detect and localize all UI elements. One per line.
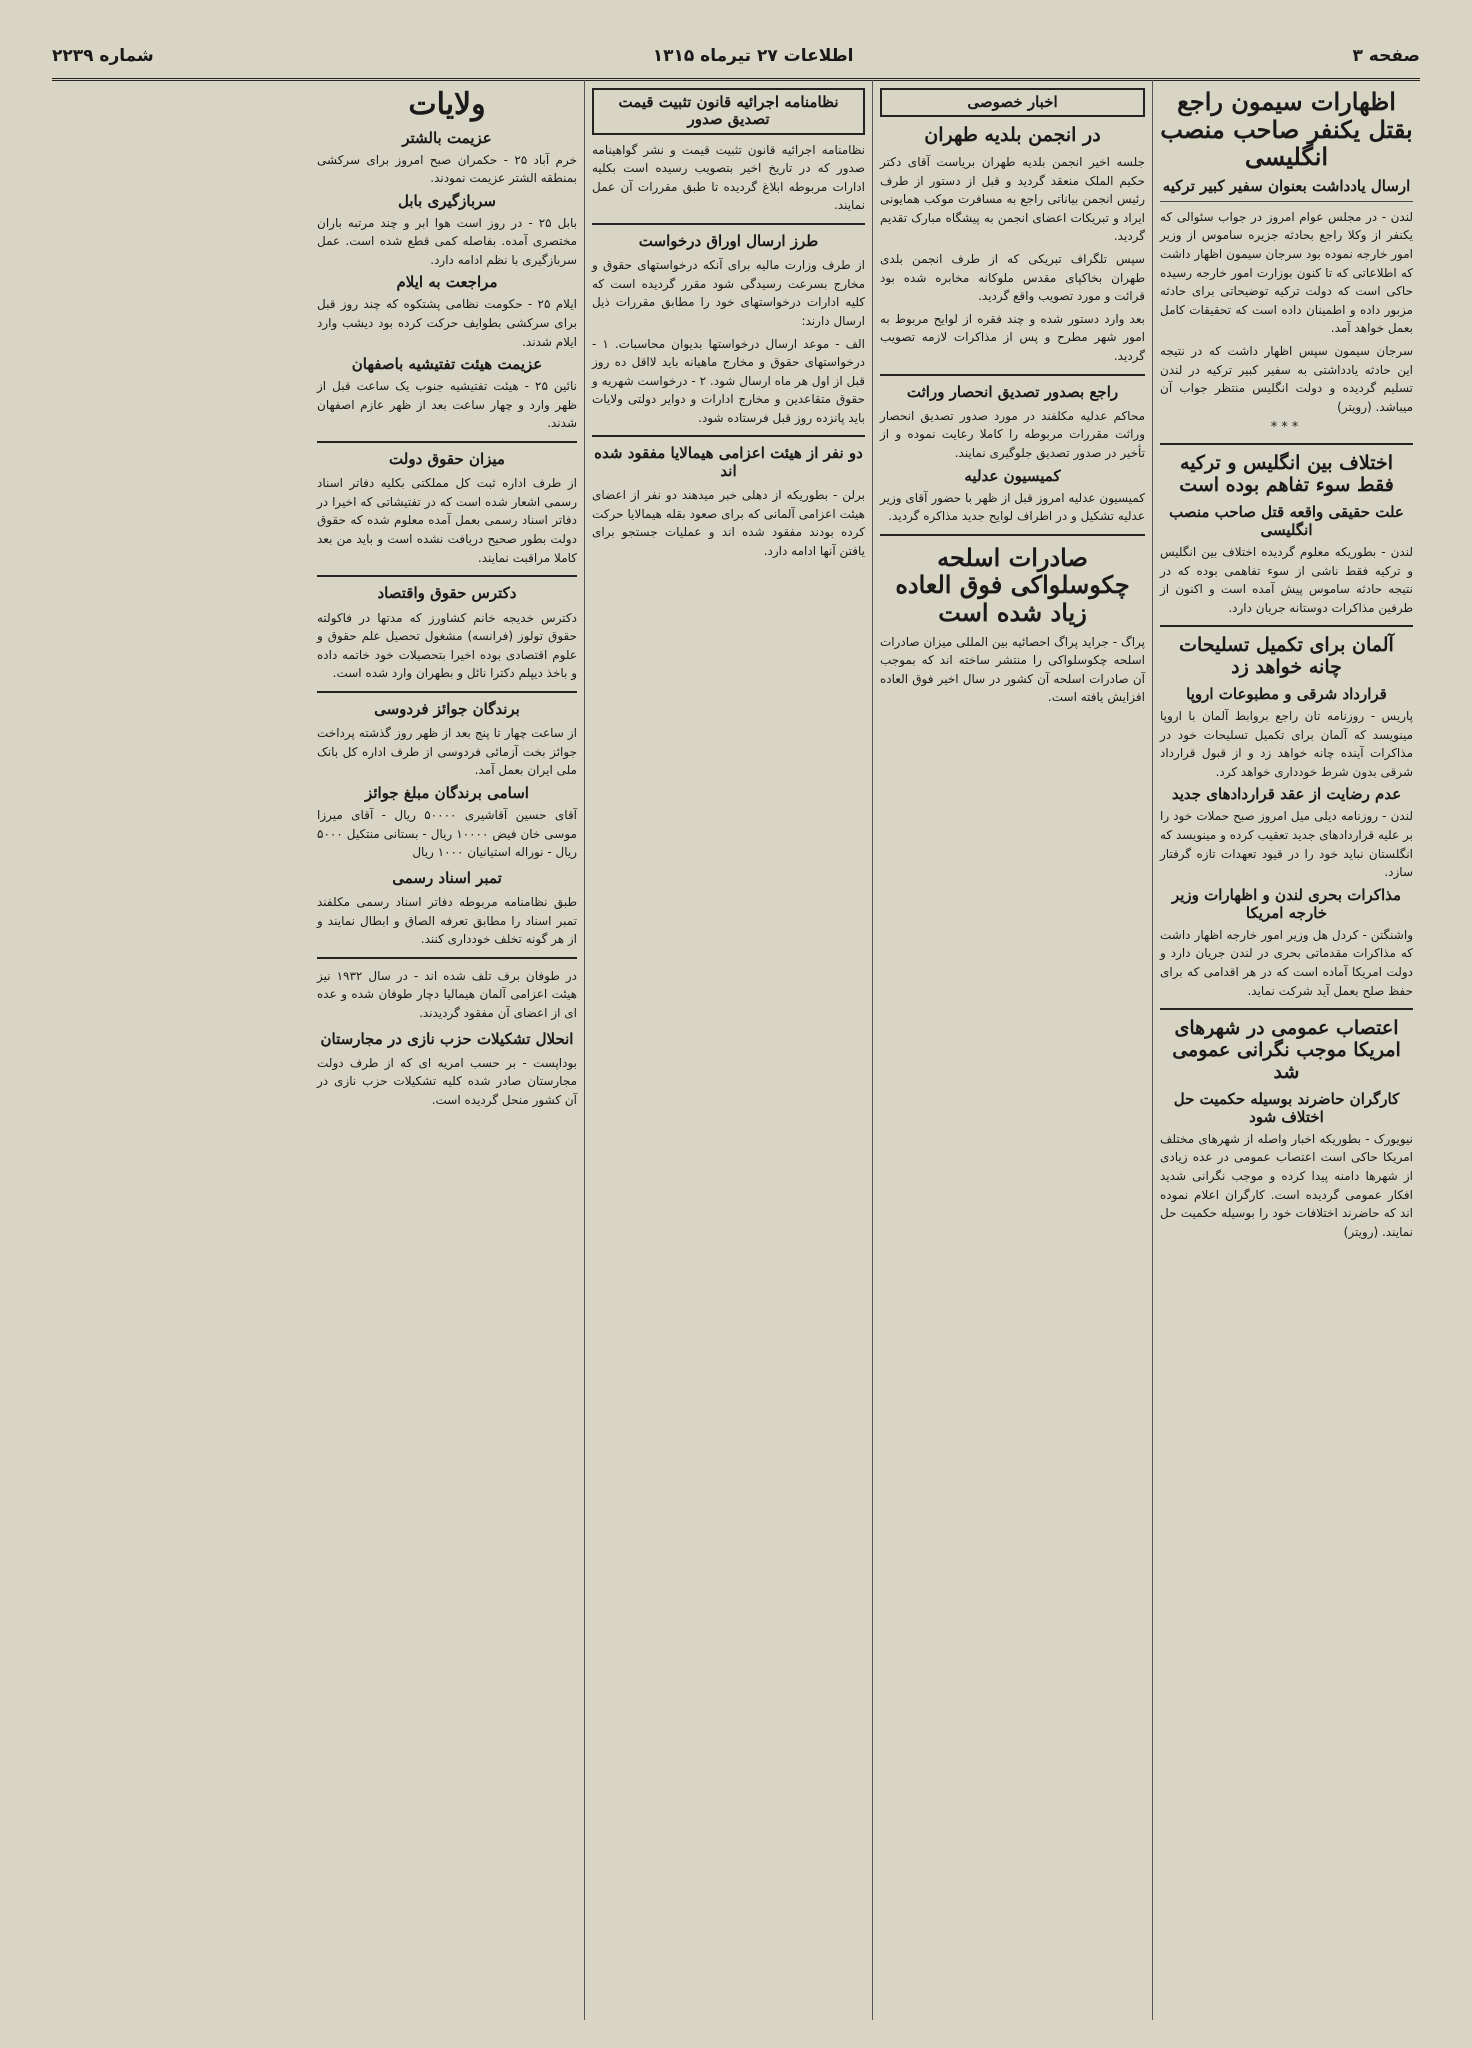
article-text: بوداپست - بر حسب امریه ای که از طرف دولت مجارستان صادر شده کلیه تشکیلات حزب نازی در آن کشور منحل گردیده است. (317, 1055, 577, 1107)
article-text: الف - موعد ارسال درخواستها بدیوان محاسبات. ۱ - درخواستهای حقوق و مخارج ماهیانه باید لااقل ده روز قبل از اول هر ماه ارسال شود. ۲ - درخواست شهریه و حقوق متقاعدین و مخارج ادارات و دوایر دولتی ولایات باید پانزده روز قبل فرستاده شود. (592, 336, 865, 425)
subhead-note: ارسال یادداشت بعنوان سفیر کبیر ترکیه (1162, 176, 1411, 195)
page-header (52, 34, 1420, 81)
subhead-pact: قرارداد شرقی و مطبوعات اروپا (1186, 685, 1387, 704)
subhead: عزیمت هیئت تفتیشیه باصفهان (351, 355, 543, 374)
article-text: محاکم عدلیه مکلفند در مورد صدور تصدیق انحصار وراثت مقررات مربوطه را کاملا رعایت نموده و از تأخیر در صدور تصدیق جلوگیری نمایند. (880, 408, 1145, 461)
headline-simon: اظهارات سیمون راجع بقتل یکنفر صاحب منصب انگلیسی (1160, 87, 1413, 172)
article-text: برلن - بطوریکه از دهلی خبر میدهند دو نفر از اعضای هیئت اعزامی آلمانی که برای صعود بقله هیمالایا حرکت کرده بودند مفقود شده اند و عملیات جستجو برای یافتن آنها ادامه دارد. (592, 487, 865, 558)
headline-fees: میزان حقوق دولت (389, 450, 505, 469)
article-text: نیویورک - بطوریکه اخبار واصله از شهرهای مختلف امریکا حاکی است اعتصاب عمومی در عده زیادی از شهرها دامنه پیدا کرده و موجب نگرانی شدید افکار عمومی گردیده است. کارگران اعلام نموده اند که حاضرند اختلافات خود را بوسیله حکمیت حل نمایند. (رویتر) (1160, 1131, 1413, 1239)
subhead-naval: مذاکرات بحری لندن و اظهارات وزیر خارجه امریکا (1171, 885, 1402, 922)
article-text: بابل ۲۵ - در روز است هوا ابر و چند مرتبه باران مختصری آمده. بفاصله کمی قطع شده است. عمل سربازگیری با نظم ادامه دارد. (317, 215, 577, 267)
headline-regulation: نظامنامه اجرائیه قانون تثبیت قیمت تصدیق صدور (592, 88, 865, 135)
headline-inheritance: راجع بصدور تصدیق انحصار وراثت (906, 382, 1119, 401)
headline-dispute: اختلاف بین انگلیس و ترکیه فقط سوء تفاهم بوده است (1179, 452, 1394, 497)
article-text: پراگ - جراید پراگ احصائیه بین المللی میزان صادرات اسلحه چکوسلواکی را منتشر ساخته اند که بموجب آن صادرات اسلحه آن کشور در سال اخیر فوق العاده افزایش یافته است. (880, 634, 1145, 705)
headline-doctorate: دکترس حقوق واقتصاد (377, 584, 517, 603)
article-text: لندن - در مجلس عوام امروز در جواب سئوالی که یکنفر از وکلا راجع بحادثه جزیره ساموس از وزیر امور خارجه نموده بود سرجان سیمون اظهار داشت که اطلاعاتی که تا کنون بوزارت امور خارجه رسیده حاکی است که دولت ترکیه توضیحاتی برای حادثه مزبور داده و اطمینان داده است که تحقیقات کامل بعمل خواهد آمد. (1160, 209, 1413, 336)
article-text: طبق نظامنامه مربوطه دفاتر اسناد رسمی مکلفند تمبر اسناد را مطابق تعرفه الصاق و ابطال نمایند و از هر گونه تخلف خودداری کنند. (317, 894, 577, 947)
article-text: خرم آباد ۲۵ - حکمران صبح امروز برای سرکشی بمنطقه الشتر عزیمت نمودند. (317, 152, 578, 186)
subhead-cause: علت حقیقی واقعه قتل صاحب منصب انگلیسی (1169, 503, 1404, 539)
headline-nazi: انحلال تشکیلات حزب نازی در مجارستان (320, 1029, 574, 1048)
subhead: سربازگیری بابل (397, 191, 497, 210)
subhead-agreements: عدم رضایت از عقد قراردادهای جدید (1171, 785, 1402, 804)
article-text: سپس تلگراف تبریکی که از طرف انجمن بلدی طهران بخاکپای مقدس ملوکانه مخابره شده بود قرائت و مورد تصویب واقع گردید. (880, 252, 1145, 304)
article-text: نظامنامه اجرائیه قانون تثبیت قیمت و نشر گواهینامه صدور که در تاریخ اخیر بتصویب رسیده است بکلیه ادارات مربوطه ابلاغ گردیده تا طبق مقررات آن عمل نمایند. (592, 142, 865, 213)
article-text: سرجان سیمون سپس اظهار داشت که در نتیجه این حادثه یادداشتی به سفیر کبیر ترکیه در لندن تسلیم گردیده و دولت انگلیس منتظر جواب آن میباشد. (رویتر) (1160, 343, 1413, 414)
winners-list: آقای حسین آقاشیری ۵۰۰۰۰ ریال - آقای میرزا موسی خان فیض ۱۰۰۰۰ ریال - بستانی منتکیل ۵۰۰۰ ریال - نوراله استیانیان ۱۰۰۰ ریال (317, 807, 578, 860)
headline-germany: آلمان برای تکمیل تسلیحات چانه خواهد زد (1179, 634, 1394, 679)
article-text: در طوفان برف تلف شده اند - در سال ۱۹۳۲ نیز هیئت اعزامی آلمان هیمالیا دچار طوفان شده و عده ای از اعضای آن مفقود گردیدند. (317, 968, 577, 1020)
article-text: بعد وارد دستور شده و چند فقره از لوایح مربوط به امور شهر مطرح و پس از مذاکرات لازمه تصویب گردید. (880, 311, 1145, 364)
headline-requests: طرز ارسال اوراق درخواست (638, 231, 819, 250)
section-label: اخبار خصوصی (880, 88, 1145, 117)
page-number: صفحه ۳ (1352, 46, 1420, 66)
article-text: ایلام ۲۵ - حکومت نظامی پشتکوه که چند روز قبل برای سرکشی بطوایف حرکت کرده بود دیشب وارد ایلام شدند. (317, 297, 577, 349)
column-4 (310, 80, 584, 2020)
headline-municipal: در انجمن بلدیه طهران (924, 124, 1101, 147)
separator: *** (1270, 420, 1303, 436)
subhead: عزیمت بالشتر (402, 128, 492, 147)
article-text: کمیسیون عدلیه امروز قبل از ظهر با حضور آقای وزیر عدلیه تشکیل و در اطراف لوایح جدید مذاکره گردید. (880, 490, 1145, 524)
article-text: واشنگتن - کردل هل وزیر امور خارجه اظهار داشت که مذاکرات مقدماتی بحری در لندن جریان دارد و دولت امریکا آماده است که در هر اقدامی که برای حفظ صلح بعمل آید شرکت نماید. (1160, 927, 1413, 998)
subhead-winners: اسامی برندگان مبلغ جوائز (365, 783, 529, 802)
article-text: دکترس خدیجه خانم کشاورز که مدتها در فاکولته حقوق تولوز (فرانسه) مشغول تحصیل علم حقوق و علوم اقتصادی بوده اخیرا بتحصیلات خود خاتمه داده و باخذ دیپلم دکترا نائل و بطهران وارد شده است. (317, 610, 577, 681)
article-text: از طرف اداره ثبت کل مملکتی بکلیه دفاتر اسناد رسمی اشعار شده است که در تفتیشاتی که اخیرا در دفاتر اسناد رسمی بعمل آمده معلوم شده که حقوق دولت بطور صحیح دریافت نشده است و باید من بعد کاملا مراقبت نمایند. (317, 476, 577, 565)
headline-stamps: تمبر اسناد رسمی (392, 868, 502, 887)
headline-strike: اعتصاب عمومی در شهرهای امریکا موجب نگرانی عمومی شد (1172, 1017, 1401, 1083)
column-3 (584, 80, 872, 2020)
subhead-justice: کمیسیون عدلیه (964, 466, 1061, 485)
subhead: مراجعت به ایلام (396, 273, 498, 292)
masthead: اطلاعات ۲۷ تیرماه ۱۳۱۵ (652, 46, 854, 66)
article-text: لندن - بطوریکه معلوم گردیده اختلاف بین انگلیس و ترکیه فقط ناشی از سوء تفاهمی بوده که در نتیجه حادثه ساموس پیش آمده است و اکنون از طرفین مذاکرات دوستانه جریان دارد. (1160, 545, 1413, 615)
column-1 (1152, 80, 1420, 2020)
headline-lottery: برندگان جوائز فردوسی (374, 699, 520, 718)
article-text: پاریس - روزنامه تان راجع بروابط آلمان با اروپا مینویسد که آلمان برای تکمیل تسلیحات خود در مذاکرات آینده چانه خواهد زد و از قبول قرارداد شرقی بدون شرط خودداری خواهد کرد. (1160, 709, 1413, 779)
column-2 (872, 80, 1152, 2020)
subhead-workers: کارگران حاضرند بوسیله حکمیت حل اختلاف شود (1173, 1089, 1400, 1126)
headline-himalaya: دو نفر از هیئت اعزامی هیمالایا مفقود شده اند (594, 444, 863, 480)
headline-arms: صادرات اسلحه چکوسلواکی فوق العاده زیاد شده است (895, 542, 1130, 628)
article-text: جلسه اخیر انجمن بلدیه طهران بریاست آقای دکتر حکیم الملک منعقد گردید و قبل از دستور از طرف رئیس انجمن بیاناتی راجع به مسافرت موکب همایونی ایراد و تبریکات اعضای انجمن به پیشگاه مبارک تقدیم گردید. (880, 155, 1145, 244)
issue-number: شماره ۲۲۳۹ (52, 46, 154, 66)
article-text: نائین ۲۵ - هیئت تفتیشیه جنوب یک ساعت قبل از ظهر وارد و چهار ساعت بعد از ظهر عازم اصفهان شدند. (317, 379, 577, 431)
article-text: از طرف وزارت مالیه برای آنکه درخواستهای حقوق و مخارج بسرعت رسیدگی شود مقرر گردیده است که کلیه ادارات درخواستهای خود را مطابق مقررات ذیل ارسال دارند: (592, 258, 865, 328)
article-text: لندن - روزنامه دیلی میل امروز صبح حملات خود را بر علیه قراردادهای جدید تعقیب کرده و مینویسد که انگلستان نباید خود را در قیود تعهدات تازه گرفتار سازد. (1160, 809, 1413, 880)
article-text: از ساعت چهار تا پنج بعد از ظهر روز گذشته پرداخت جوائز بخت آزمائی فردوسی از طرف اداره کل بانک ملی ایران بعمل آمد. (317, 726, 577, 778)
headline-provinces: ولایات (408, 87, 486, 122)
